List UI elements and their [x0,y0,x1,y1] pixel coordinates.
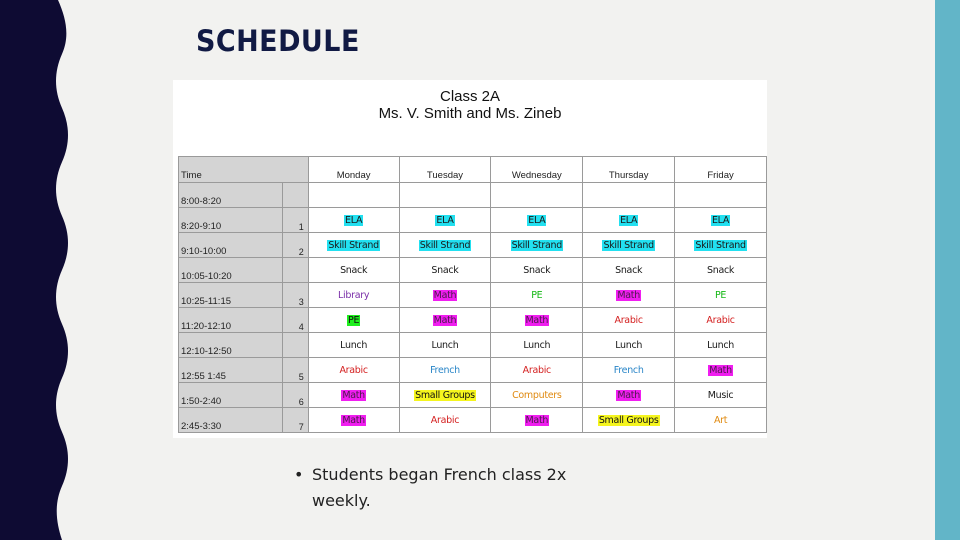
slide-title: SCHEDULE [196,24,360,58]
subject-label: Lunch [707,339,735,351]
time-cell: 2:45-3:30 [179,408,283,433]
subject-cell [583,208,675,233]
time-cell: 9:10-10:00 [179,233,283,258]
period-number: 4 [282,308,308,333]
subject-cell [675,308,767,333]
subject-label: Math [342,414,365,426]
subject-label: Math [433,289,457,301]
subject-cell [491,283,583,308]
subject-cell [399,308,491,333]
subject-cell [583,183,675,208]
subject-label [536,190,538,201]
period-number: 7 [282,408,308,433]
subject-cell [675,258,767,283]
bullet-dot-icon: • [294,465,304,484]
subject-label [628,190,630,201]
subject-label: ELA [528,214,546,226]
time-cell: 11:20-12:10 [179,308,283,333]
subject-cell [675,358,767,383]
subject-cell [308,283,399,308]
subject-cell [399,358,491,383]
table-row [179,383,767,408]
time-cell: 12:55 1:45 [179,358,283,383]
column-header-tuesday: Tuesday [399,157,491,183]
class-name: Class 2A [439,88,501,105]
subject-label: Math [342,389,365,401]
subject-cell [491,383,583,408]
subject-label: Snack [615,264,643,276]
subject-label [353,190,355,201]
subject-label: PE [714,289,727,301]
subject-label: Snack [523,264,551,276]
subject-label: Arabic [614,314,643,326]
subject-label: Computers [512,389,562,401]
subject-cell [675,383,767,408]
subject-cell [583,283,675,308]
subject-cell [675,333,767,358]
subject-cell [491,233,583,258]
subject-cell [491,308,583,333]
subject-label: Small Groups [598,414,659,426]
subject-cell [308,333,399,358]
period-number: 6 [282,383,308,408]
subject-cell [675,208,767,233]
time-cell: 10:25-11:15 [179,283,283,308]
subject-label: Snack [431,264,459,276]
subject-cell [675,233,767,258]
subject-cell [583,308,675,333]
subject-label: ELA [620,214,638,226]
subject-label: Math [525,314,549,326]
subject-label: Lunch [523,339,551,351]
period-number [282,333,308,358]
subject-label: Skill Strand [511,239,563,251]
subject-label: Math [433,314,457,326]
subject-cell [399,283,491,308]
subject-cell [399,333,491,358]
time-cell: 8:00-8:20 [179,183,283,208]
time-cell: 12:10-12:50 [179,333,283,358]
subject-cell [399,233,491,258]
bullet-text: Students began French class 2x weekly. [312,465,567,510]
time-cell: 10:05-10:20 [179,258,283,283]
subject-label: Small Groups [415,389,475,401]
subject-label: Snack [707,264,735,276]
subject-cell [308,358,399,383]
subject-label: Arabic [339,364,368,376]
column-header-friday: Friday [675,157,767,183]
subject-cell [308,233,399,258]
subject-label: Skill Strand [695,239,746,251]
subject-cell [491,208,583,233]
subject-label: Math [617,289,640,301]
period-number [282,258,308,283]
schedule-table [178,156,767,433]
subject-cell [399,183,491,208]
subject-cell [583,358,675,383]
subject-cell [308,258,399,283]
subject-cell [491,183,583,208]
table-row [179,408,767,433]
subject-cell [308,183,399,208]
subject-label [444,190,446,201]
subject-label: Lunch [431,339,459,351]
subject-label: Arabic [522,364,551,376]
column-header-thursday: Thursday [583,157,675,183]
right-accent-bar [935,0,960,540]
subject-cell [675,408,767,433]
subject-cell [308,308,399,333]
schedule-image [173,80,767,438]
subject-label: Lunch [615,339,643,351]
column-header-wednesday: Wednesday [491,157,583,183]
table-row [179,283,767,308]
table-header-row [179,157,767,183]
subject-label: PE [348,314,360,326]
subject-cell [583,333,675,358]
subject-label: French [430,364,460,376]
period-number: 3 [282,283,308,308]
subject-label: Music [707,389,734,401]
table-row [179,258,767,283]
subject-cell [583,383,675,408]
subject-label: Math [709,364,732,376]
subject-cell [675,183,767,208]
period-number: 5 [282,358,308,383]
table-row [179,183,767,208]
subject-label: Art [713,414,728,426]
subject-cell [491,333,583,358]
subject-cell [399,258,491,283]
subject-cell [583,258,675,283]
subject-label: Math [617,389,640,401]
subject-cell [308,208,399,233]
subject-cell [583,408,675,433]
teacher-names: Ms. V. Smith and Ms. Zineb [378,105,562,122]
time-cell: 8:20-9:10 [179,208,283,233]
subject-cell [491,258,583,283]
subject-cell [399,383,491,408]
subject-label [720,190,722,201]
table-row [179,358,767,383]
subject-cell [308,408,399,433]
subject-cell [675,283,767,308]
subject-cell [399,208,491,233]
subject-label: ELA [345,214,363,226]
subject-cell [308,383,399,408]
subject-label: Math [525,414,549,426]
time-cell: 1:50-2:40 [179,383,283,408]
column-header-time: Time [179,157,309,183]
period-number: 2 [282,233,308,258]
table-row [179,308,767,333]
subject-label: Arabic [430,414,460,426]
table-row [179,333,767,358]
subject-label: Snack [340,264,368,276]
subject-cell [583,233,675,258]
subject-label: Lunch [340,339,368,351]
subject-label: ELA [711,214,730,226]
subject-cell [399,408,491,433]
subject-label: Library [338,289,370,301]
subject-cell [491,358,583,383]
subject-label: Skill Strand [419,239,471,251]
left-wave-decoration [0,0,80,540]
bullet-point [294,462,624,514]
subject-label: Arabic [706,314,735,326]
subject-label: PE [531,289,543,301]
column-header-monday: Monday [308,157,399,183]
subject-cell [491,408,583,433]
subject-label: Skill Strand [328,239,379,251]
table-row [179,208,767,233]
table-row [179,233,767,258]
period-number: 1 [282,208,308,233]
subject-label: French [613,364,644,376]
subject-label: Skill Strand [603,239,654,251]
subject-label: ELA [436,214,454,226]
period-number [282,183,308,208]
schedule-heading [173,88,767,122]
